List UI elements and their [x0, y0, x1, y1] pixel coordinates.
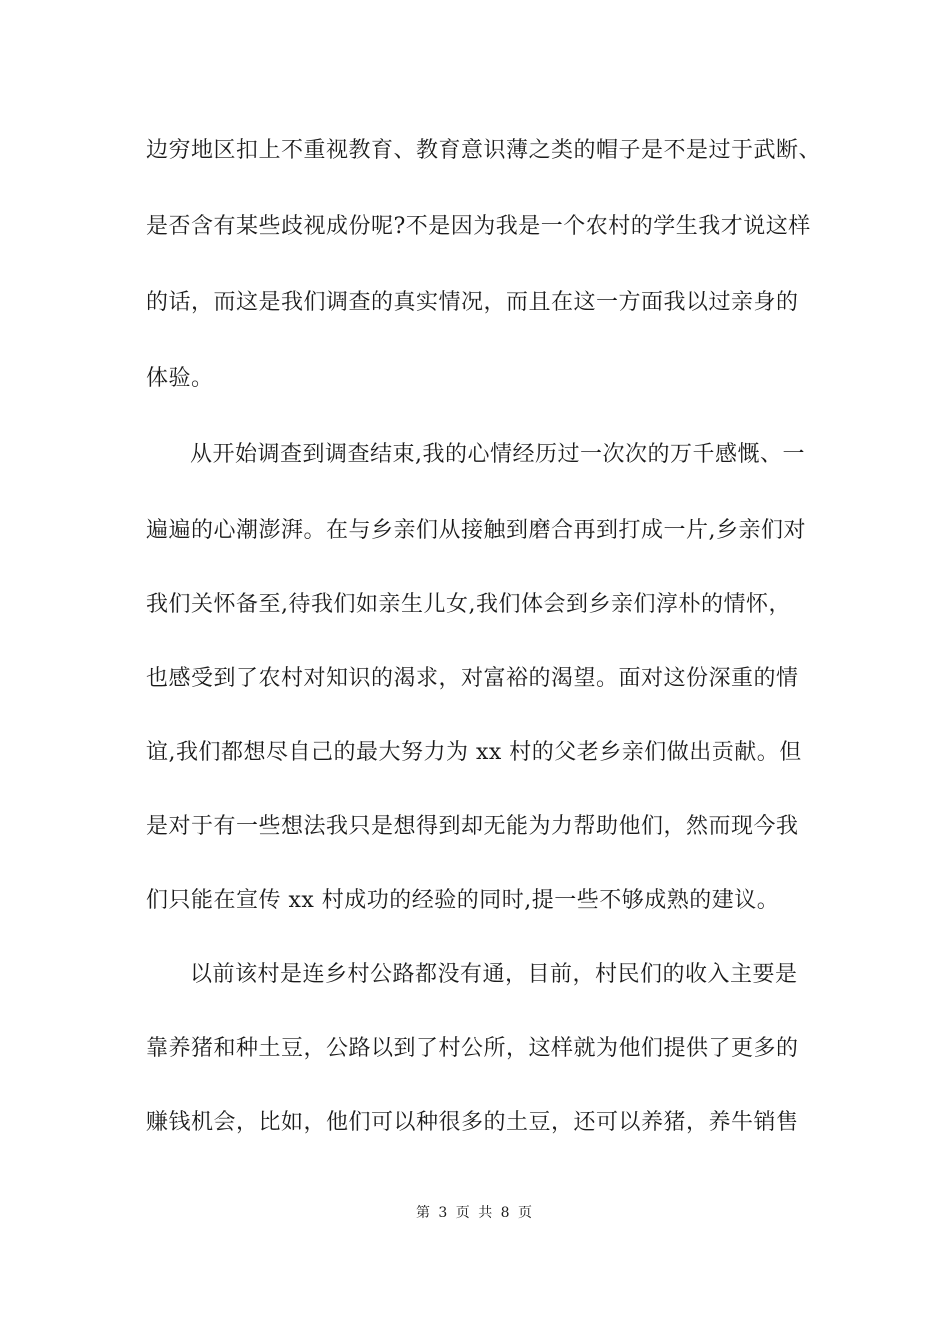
text-line: 也感受到了农村对知识的渴求，对富裕的渴望。面对这份深重的情	[146, 666, 799, 691]
text-line: 遍遍的心潮澎湃。在与乡亲们从接触到磨合再到打成一片,乡亲们对	[146, 518, 806, 543]
text-line: 靠养猪和种土豆，公路以到了村公所，这样就为他们提供了更多的	[146, 1036, 799, 1061]
text-line: 是对于有一些想法我只是想得到却无能为力帮助他们，然而现今我	[146, 814, 799, 839]
text-line: 们只能在宣传 xx 村成功的经验的同时,提一些不够成熟的建议。	[146, 888, 780, 913]
text-line: 的话，而这是我们调查的真实情况，而且在这一方面我以过亲身的	[146, 290, 799, 315]
text-line: 边穷地区扣上不重视教育、教育意识薄之类的帽子是不是过于武断、	[146, 138, 822, 163]
text-line: 体验。	[146, 366, 214, 391]
page-number-footer: 第 3 页 共 8 页	[415, 1205, 535, 1221]
paragraph-first-line: 以前该村是连乡村公路都没有通，目前，村民们的收入主要是	[190, 962, 798, 987]
paragraph-first-line: 从开始调查到调查结束,我的心情经历过一次次的万千感慨、一	[190, 442, 805, 467]
text-line: 谊,我们都想尽自己的最大努力为 xx 村的父老乡亲们做出贡献。但	[146, 740, 802, 765]
text-line: 是否含有某些歧视成份呢?不是因为我是一个农村的学生我才说这样	[146, 214, 811, 239]
text-line: 赚钱机会，比如，他们可以种很多的土豆，还可以养猪，养牛销售	[146, 1110, 799, 1135]
text-line: 我们关怀备至,待我们如亲生儿女,我们体会到乡亲们淳朴的情怀，	[146, 592, 791, 617]
